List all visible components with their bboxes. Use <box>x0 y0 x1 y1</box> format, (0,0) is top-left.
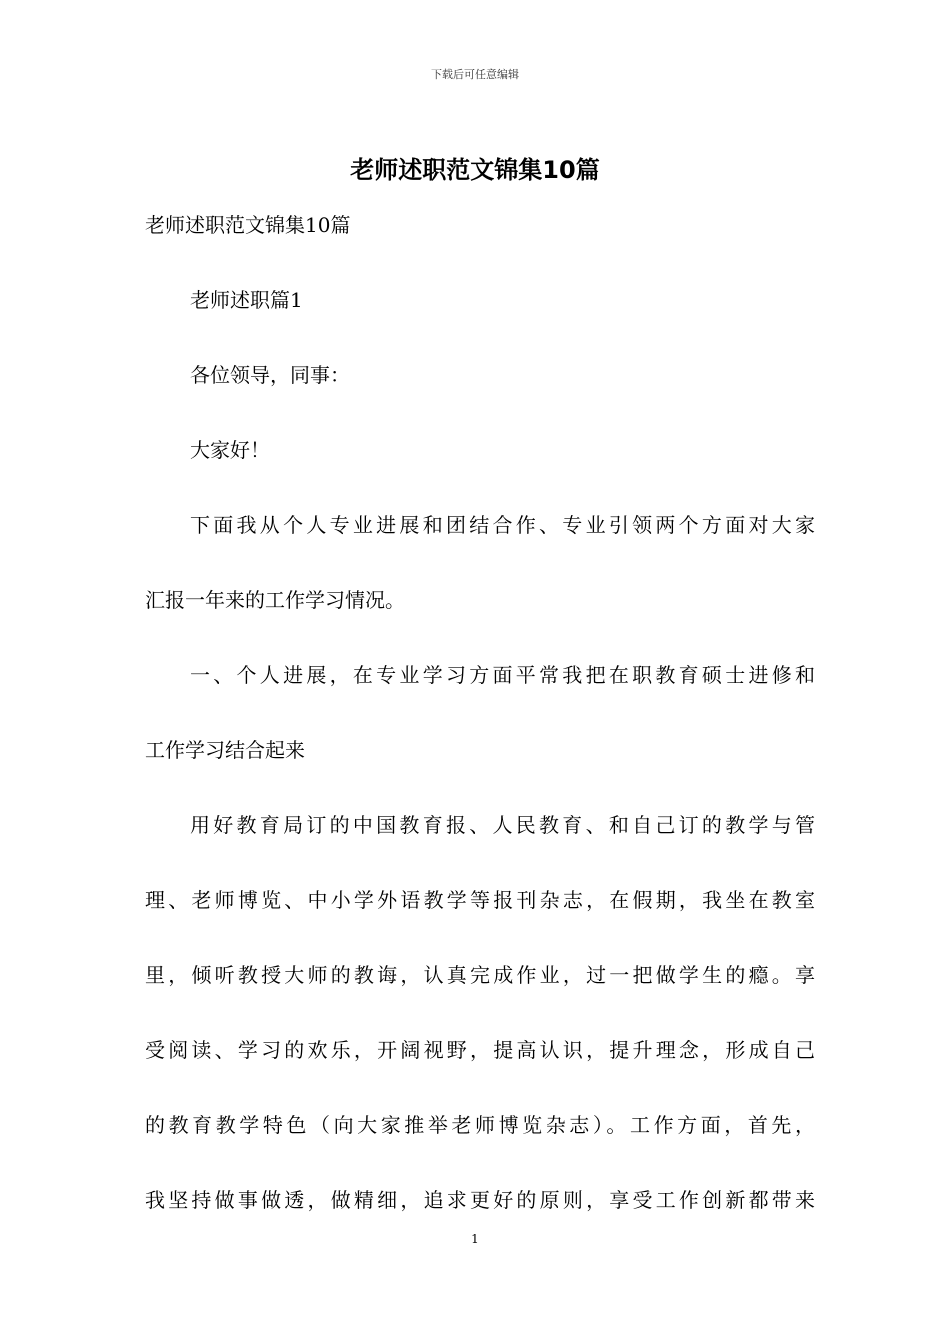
body-line: 理、老师博览、中小学外语教学等报刊杂志，在假期，我坐在教室 <box>145 888 815 912</box>
body-line-section-heading: 老师述职篇1 <box>190 288 303 312</box>
body-line: 我坚持做事做透，做精细，追求更好的原则，享受工作创新都带来 <box>145 1188 815 1212</box>
body-line-salutation: 各位领导，同事： <box>190 363 350 387</box>
body-line: 用好教育局订的中国教育报、人民教育、和自己订的教学与管 <box>190 813 815 837</box>
body-line: 受阅读、学习的欢乐，开阔视野，提高认识，提升理念，形成自己 <box>145 1038 815 1062</box>
body-line: 汇报一年来的工作学习情况。 <box>145 588 405 612</box>
body-line: 下面我从个人专业进展和团结合作、专业引领两个方面对大家 <box>190 513 815 537</box>
body-line: 工作学习结合起来 <box>145 738 305 762</box>
body-line: 里，倾听教授大师的教诲，认真完成作业，过一把做学生的瘾。享 <box>145 963 815 987</box>
body-line-subtitle: 老师述职范文锦集10篇 <box>145 213 351 237</box>
document-title: 老师述职范文锦集10篇 <box>350 156 600 184</box>
header-note: 下载后可任意编辑 <box>431 68 519 81</box>
page-number: 1 <box>471 1232 479 1246</box>
body-line: 一、个人进展，在专业学习方面平常我把在职教育硕士进修和 <box>190 663 815 687</box>
body-line-greeting: 大家好！ <box>190 438 270 462</box>
body-line: 的教育教学特色（向大家推举老师博览杂志）。工作方面，首先， <box>145 1113 815 1137</box>
